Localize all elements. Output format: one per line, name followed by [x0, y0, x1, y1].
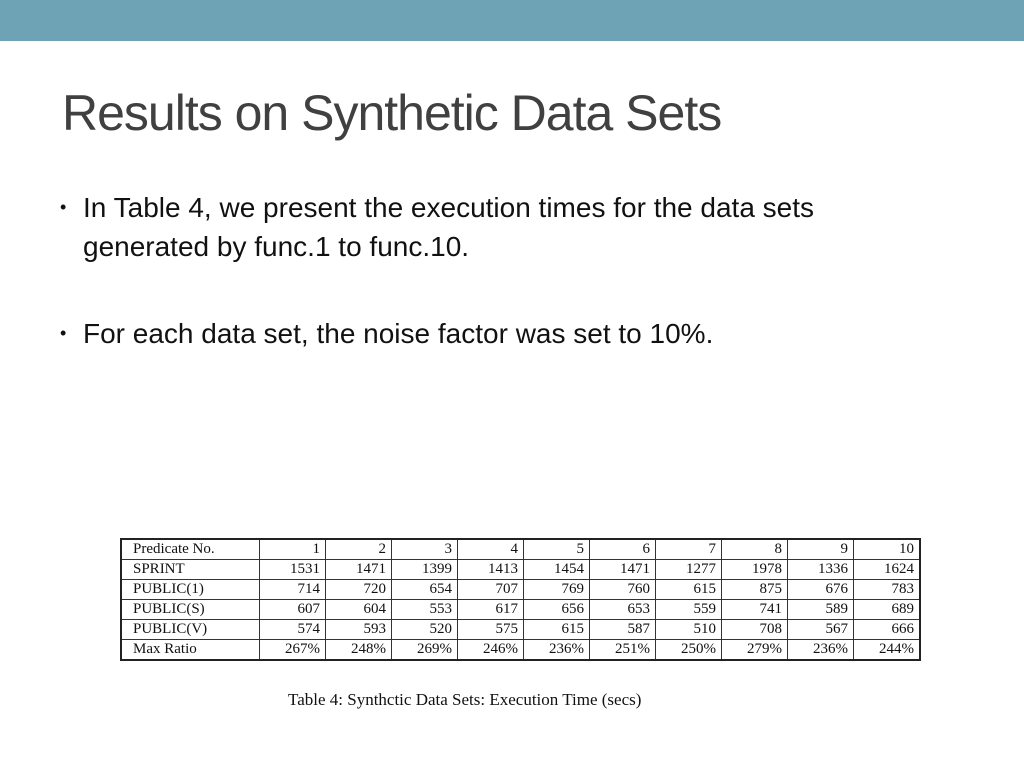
table-cell: 1471 — [326, 560, 392, 580]
table-cell: 1413 — [458, 560, 524, 580]
header-accent-bar — [0, 0, 1024, 41]
bullet-list — [58, 188, 938, 401]
table-cell: 615 — [524, 620, 590, 640]
table-cell: 250% — [656, 640, 722, 661]
table-cell: 708 — [722, 620, 788, 640]
table-header-cell: 6 — [590, 539, 656, 560]
table-cell: 1531 — [260, 560, 326, 580]
bullet-item — [58, 188, 938, 266]
table-header-cell: Predicate No. — [121, 539, 260, 560]
table-header-cell: 8 — [722, 539, 788, 560]
table-cell: 741 — [722, 600, 788, 620]
table-cell: 267% — [260, 640, 326, 661]
table-row — [121, 640, 920, 661]
table-header-cell: 3 — [392, 539, 458, 560]
table-cell: 604 — [326, 600, 392, 620]
bullet-text: In Table 4, we present the execution times for the data sets generated by func.1 to func.10. — [83, 192, 815, 262]
table-cell: 1624 — [854, 560, 921, 580]
table-header-cell: 10 — [854, 539, 921, 560]
table-cell: 279% — [722, 640, 788, 661]
table-header-cell: 2 — [326, 539, 392, 560]
table-cell: 783 — [854, 580, 921, 600]
table-cell: 1454 — [524, 560, 590, 580]
table-cell: 714 — [260, 580, 326, 600]
table-cell: 244% — [854, 640, 921, 661]
table-cell: 236% — [524, 640, 590, 661]
table-row — [121, 580, 920, 600]
table-header-cell: 7 — [656, 539, 722, 560]
table-cell: 656 — [524, 600, 590, 620]
table-cell: 236% — [788, 640, 854, 661]
table-cell: 615 — [656, 580, 722, 600]
table-cell: 269% — [392, 640, 458, 661]
table-cell: 575 — [458, 620, 524, 640]
table-cell: 589 — [788, 600, 854, 620]
table-row-label: Max Ratio — [121, 640, 260, 661]
table-cell: 553 — [392, 600, 458, 620]
table-cell: 248% — [326, 640, 392, 661]
table-cell: 567 — [788, 620, 854, 640]
table-cell: 653 — [590, 600, 656, 620]
table-cell: 769 — [524, 580, 590, 600]
table-header-cell: 5 — [524, 539, 590, 560]
table-cell: 587 — [590, 620, 656, 640]
table-cell: 607 — [260, 600, 326, 620]
bullet-text: For each data set, the noise factor was set to 10%. — [83, 318, 714, 349]
slide-title: Results on Synthetic Data Sets — [62, 85, 722, 141]
table-cell: 1336 — [788, 560, 854, 580]
table-cell: 654 — [392, 580, 458, 600]
table-cell: 1277 — [656, 560, 722, 580]
table-header-row — [121, 539, 920, 560]
table-row — [121, 620, 920, 640]
table-cell: 617 — [458, 600, 524, 620]
table-cell: 875 — [722, 580, 788, 600]
bullet-dot-icon: • — [60, 323, 67, 343]
table-cell: 676 — [788, 580, 854, 600]
results-table-figure — [120, 538, 921, 661]
table-cell: 1978 — [722, 560, 788, 580]
bullet-dot-icon: • — [60, 197, 67, 217]
table-cell: 689 — [854, 600, 921, 620]
table-header-cell: 9 — [788, 539, 854, 560]
table-cell: 246% — [458, 640, 524, 661]
table-caption: Table 4: Synthctic Data Sets: Execution Time (secs) — [288, 690, 642, 709]
table-row — [121, 600, 920, 620]
table-cell: 666 — [854, 620, 921, 640]
table-cell: 720 — [326, 580, 392, 600]
table-cell: 1471 — [590, 560, 656, 580]
table-header-cell: 4 — [458, 539, 524, 560]
table-header-cell: 1 — [260, 539, 326, 560]
bullet-item — [58, 314, 938, 353]
table-row-label: SPRINT — [121, 560, 260, 580]
table-cell: 559 — [656, 600, 722, 620]
table-row — [121, 560, 920, 580]
table-cell: 251% — [590, 640, 656, 661]
table-cell: 520 — [392, 620, 458, 640]
results-table — [120, 538, 921, 661]
table-cell: 593 — [326, 620, 392, 640]
table-row-label: PUBLIC(S) — [121, 600, 260, 620]
table-row-label: PUBLIC(V) — [121, 620, 260, 640]
table-cell: 707 — [458, 580, 524, 600]
table-cell: 1399 — [392, 560, 458, 580]
table-cell: 510 — [656, 620, 722, 640]
table-cell: 574 — [260, 620, 326, 640]
table-row-label: PUBLIC(1) — [121, 580, 260, 600]
table-cell: 760 — [590, 580, 656, 600]
